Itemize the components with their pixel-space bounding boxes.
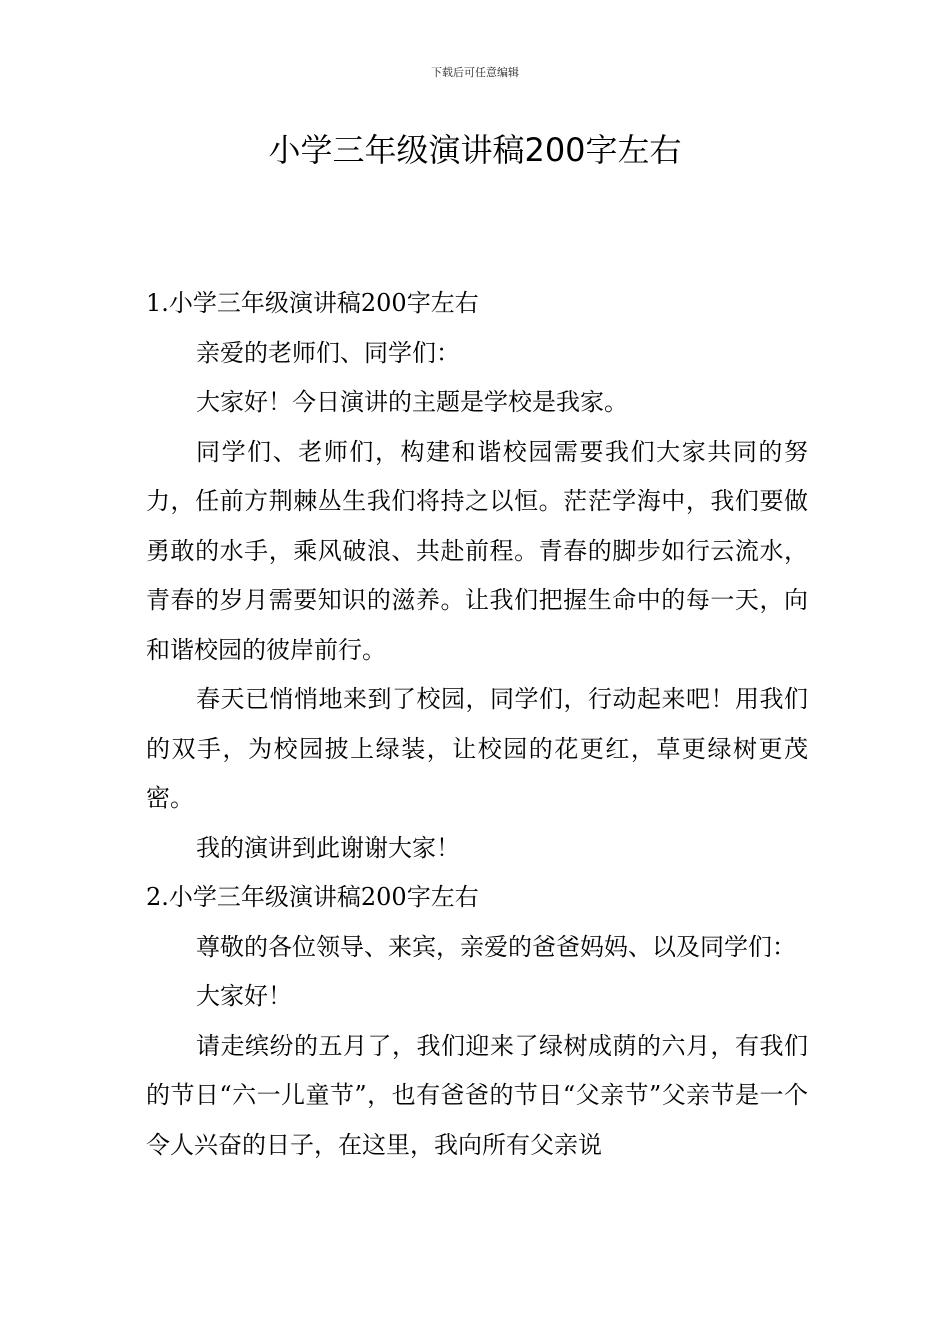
paragraph: 同学们、老师们，构建和谐校园需要我们大家共同的努力，任前方荆棘丛生我们将持之以恒。茫茫学海中，我们要做勇敢的水手，乘风破浪、共赴前程。青春的脚步如行云流水，青春的岁月需要知识的滋养。让我们把握生命中的每一天，向和谐校园的彼岸前行。 [146,437,808,664]
paragraph: 亲爱的老师们、同学们： [196,338,460,367]
document-title: 小学三年级演讲稿200字左右 [268,131,682,169]
section-heading: 1.小学三年级演讲稿200字左右 [146,289,479,317]
section-heading: 2.小学三年级演讲稿200字左右 [146,883,479,911]
paragraph: 请走缤纷的五月了，我们迎来了绿树成荫的六月，有我们的节日“六一儿童节”，也有爸爸的节日“父亲节”父亲节是一个令人兴奋的日子，在这里，我向所有父亲说 [146,1031,808,1159]
paragraph: 我的演讲到此谢谢大家！ [196,833,460,862]
document-body [146,279,808,1170]
header-note: 下载后可任意编辑 [431,66,519,79]
paragraph: 尊敬的各位领导、来宾，亲爱的爸爸妈妈、以及同学们： [196,932,796,961]
paragraph: 大家好！ [196,982,292,1010]
paragraph: 春天已悄悄地来到了校园，同学们，行动起来吧！用我们的双手，为校园披上绿装，让校园的花更红，草更绿树更茂密。 [146,685,808,812]
paragraph: 大家好！今日演讲的主题是学校是我家。 [196,388,628,416]
